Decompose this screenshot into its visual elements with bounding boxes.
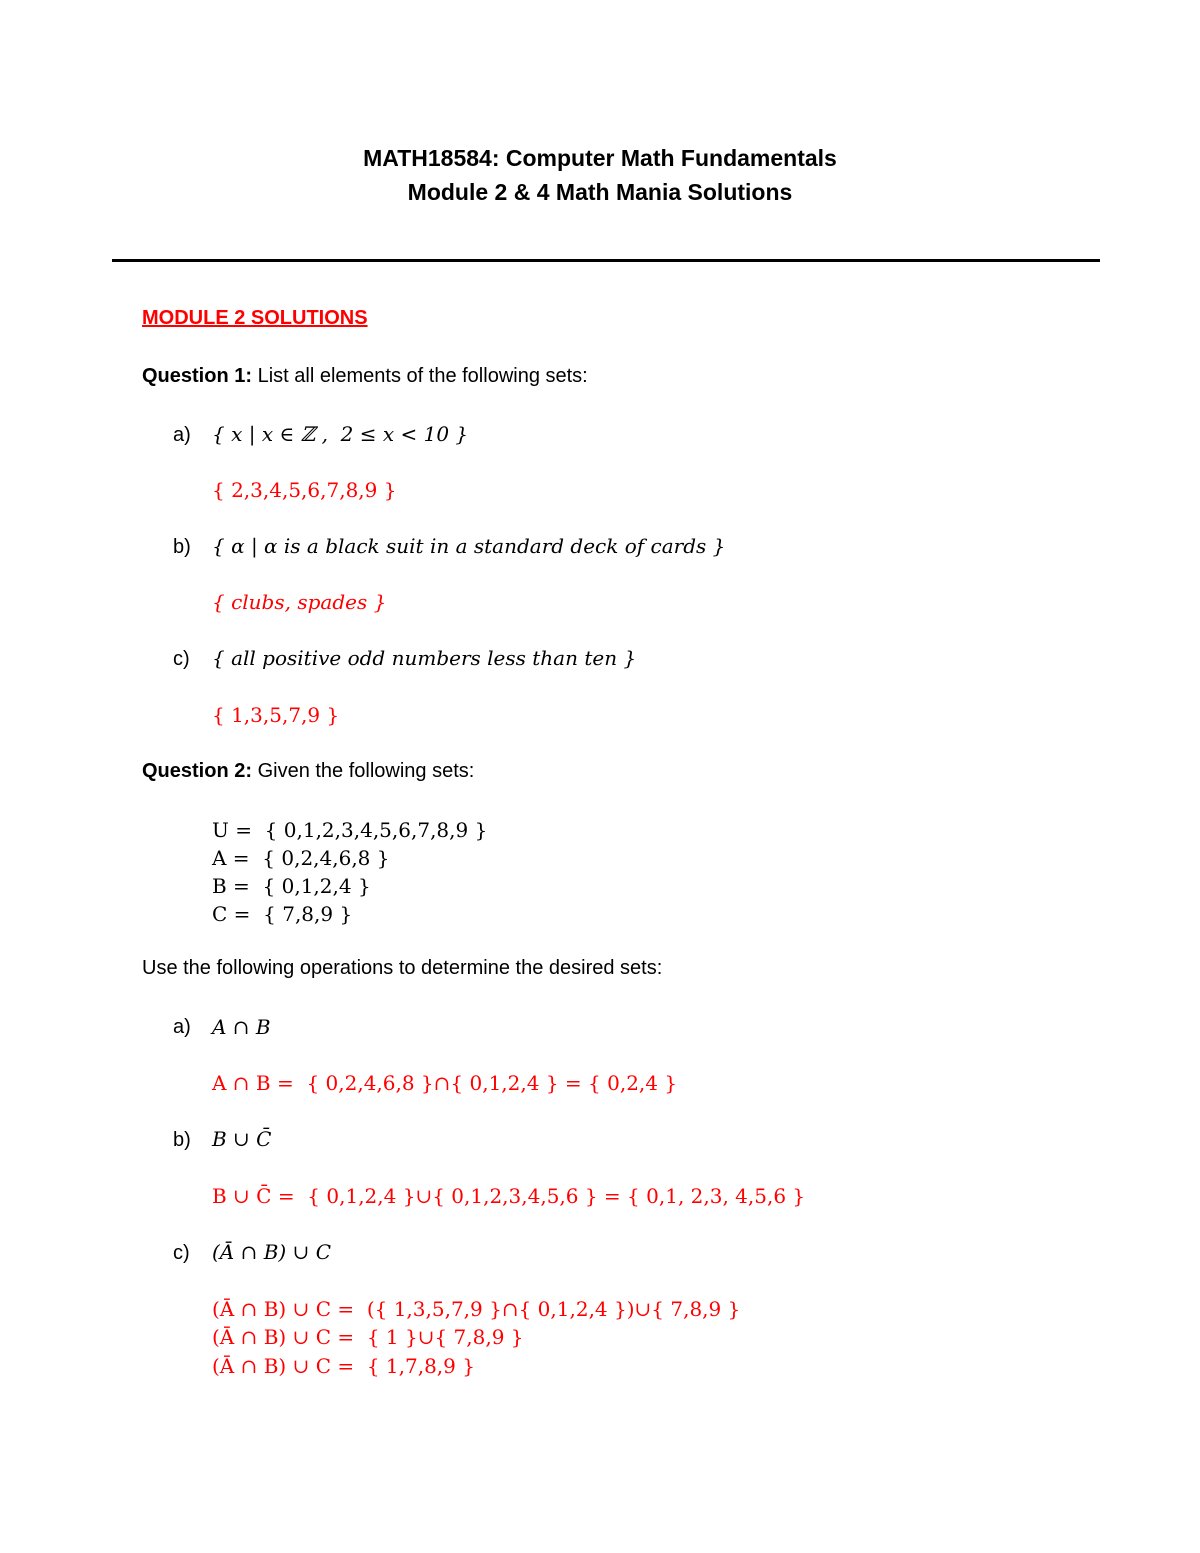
q2-part-a-letter: a) [173, 1016, 191, 1038]
q2-part-a-answer: A ∩ B = { 0,2,4,6,8 }∩{ 0,1,2,4 } = { 0,2,4 } [212, 1071, 678, 1095]
question-2-instruction: Use the following operations to determine the desired sets: [142, 957, 663, 979]
q1-part-a-answer: { 2,3,4,5,6,7,8,9 } [212, 478, 397, 502]
q2-part-c-answer-step-1: (Ā ∩ B) ∪ C = ({ 1,3,5,7,9 }∩{ 0,1,2,4 })∪{ 7,8,9 } [212, 1297, 741, 1321]
q2-part-c-answer-step-2: (Ā ∩ B) ∪ C = { 1 }∪{ 7,8,9 } [212, 1325, 524, 1349]
q2-part-a-expression: A ∩ B [212, 1015, 271, 1039]
q1-part-a-expression: { x | x ∈ ℤ , 2 ≤ x < 10 } [212, 422, 469, 446]
horizontal-divider [112, 259, 1100, 262]
q1-part-c-answer: { 1,3,5,7,9 } [212, 703, 340, 727]
q2-part-b-answer: B ∪ C̄ = { 0,1,2,4 }∪{ 0,1,2,3,4,5,6 } = { 0,1, 2,3, 4,5,6 } [212, 1184, 806, 1208]
question-2-label: Question 2: [142, 760, 253, 782]
question-1-label: Question 1: [142, 365, 253, 387]
q1-part-b-answer: { clubs, spades } [212, 590, 387, 614]
question-1-prompt: List all elements of the following sets: [252, 365, 588, 387]
section-heading: MODULE 2 SOLUTIONS [142, 307, 368, 329]
set-c-definition: C = { 7,8,9 } [212, 902, 353, 926]
q2-part-b-expression: B ∪ C̄ [212, 1127, 272, 1151]
question-1 [142, 365, 588, 388]
q1-part-c-expression: { all positive odd numbers less than ten } [212, 646, 637, 670]
q1-part-b-expression: { α | α is a black suit in a standard deck of cards } [212, 534, 726, 558]
set-a-definition: A = { 0,2,4,6,8 } [212, 846, 390, 870]
q1-part-b-letter: b) [173, 536, 191, 558]
question-2-prompt: Given the following sets: [252, 760, 475, 782]
document-subtitle: Module 2 & 4 Math Mania Solutions [407, 179, 793, 205]
q2-part-c-letter: c) [173, 1242, 190, 1264]
set-b-definition: B = { 0,1,2,4 } [212, 874, 371, 898]
q2-part-c-answer-step-3: (Ā ∩ B) ∪ C = { 1,7,8,9 } [212, 1354, 475, 1378]
q1-part-c-letter: c) [173, 648, 190, 670]
q2-part-c-expression: (Ā ∩ B) ∪ C [212, 1240, 331, 1264]
document-title: MATH18584: Computer Math Fundamentals [363, 145, 837, 171]
q2-part-b-letter: b) [173, 1129, 191, 1151]
q1-part-a-letter: a) [173, 424, 191, 446]
set-u-definition: U = { 0,1,2,3,4,5,6,7,8,9 } [212, 818, 488, 842]
question-2 [142, 760, 474, 783]
